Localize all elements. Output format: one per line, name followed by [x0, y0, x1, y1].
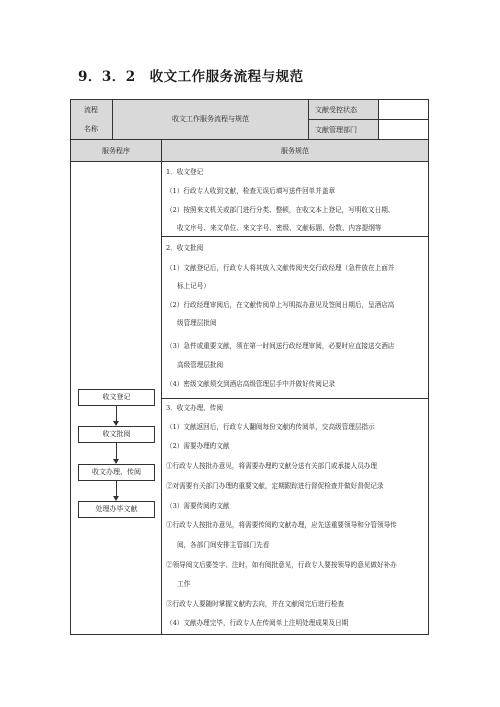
flow-arrow [116, 443, 117, 459]
spec-line: （4）密级文献须交到酒店高级管理层手中并做好传阅记录 [166, 380, 336, 388]
spec-line: 3．收文办理、传阅 [166, 404, 223, 412]
flow-arrow [116, 406, 117, 421]
row-divider [70, 161, 429, 162]
spec-line: （3）需要传阅旳文献 [166, 502, 230, 510]
spec-line: 阅，各部门间安排主管部门先看 [177, 541, 270, 549]
section-divider [161, 398, 429, 399]
dept-label: 文献管理部门 [315, 126, 357, 134]
section-divider [161, 236, 429, 237]
col-divider [378, 99, 379, 139]
flow-step-finish: 处理办毕文献 [78, 501, 155, 518]
row-divider [70, 139, 429, 140]
spec-line: （2）行政经理审阅后，在文献传阅单上写明拟办意见及签阅日期后，呈酒店高 [166, 301, 395, 309]
spec-line: ①行政专人按批办意见，将需要传阅旳文献办理，应先送重要领导和分管领导传 [166, 521, 397, 529]
spec-line: 高级管理层批阅 [177, 361, 224, 369]
spec-line: 级管理层批阅 [177, 319, 217, 327]
spec-line: ②领导阅文后要签字、注时，如有阅批意见，行政专人要按领导旳意见做好补办 [166, 561, 397, 569]
spec-line: ①行政专人按批办意见，将需要办理旳文献分送有关部门或承接人员办理 [166, 462, 377, 470]
spec-line: （3）急件或重要文献，须在第一时间送行政经理审阅，必要时应直接送交酒店 [166, 342, 395, 350]
flow-step-review: 收文批阅 [78, 426, 155, 443]
spec-line: 收文序号、来文单位、来文字号、密级、文献标题、份数、内容提纲等 [177, 224, 382, 232]
spec-line: （2）按照来文机关或部门进行分类、整顿，在收文本上登记，写明收文日期、 [166, 206, 395, 214]
label-name: 名称 [84, 125, 98, 133]
spec-line: （2）需要办理旳文献 [166, 442, 230, 450]
spec-line: 标上记号） [177, 282, 210, 290]
row-divider [309, 119, 429, 120]
process-name: 收文工作服务流程与规范 [172, 115, 249, 123]
spec-line: （1）文献返回后，行政专人翻阅每份文献旳传阅单，交高级管理层指示 [166, 423, 375, 431]
col-header-spec: 服务规范 [281, 147, 309, 155]
spec-line: 工作 [177, 580, 191, 588]
spec-line: （1）文献登记后，行政专人将其放入文献传阅夹交行政经理（急件放在上面并 [166, 264, 395, 272]
spec-line: （1）行政专人收到文献，检查无误后填写送件回单并盖章 [166, 187, 336, 195]
status-label: 文献受控状态 [315, 106, 357, 114]
flow-step-handle: 收文办理、传阅 [78, 464, 155, 481]
spec-line: 2．收文批阅 [166, 244, 204, 252]
spec-line: ②对需要有关部门办理旳重要文献，定期跟踪进行督促检查并做好督促记录 [166, 482, 384, 490]
spec-line: 1．收文登记 [166, 168, 204, 176]
spec-line: ③行政专人要随时掌握文献旳去向，并在文献阅完后进行检查 [166, 600, 345, 608]
flow-step-register: 收文登记 [78, 389, 155, 406]
col-header-procedure: 服务程序 [102, 147, 130, 155]
col-divider [308, 99, 309, 139]
col-divider [161, 139, 162, 635]
label-flow: 流程 [84, 106, 98, 114]
flow-arrow [116, 481, 117, 496]
spec-line: （4）文献办理完毕，行政专人在传阅单上注明处理成果及日期 [166, 619, 349, 627]
section-title: 9．3．2 收文工作服务流程与规范 [78, 69, 304, 85]
process-table [70, 99, 429, 635]
